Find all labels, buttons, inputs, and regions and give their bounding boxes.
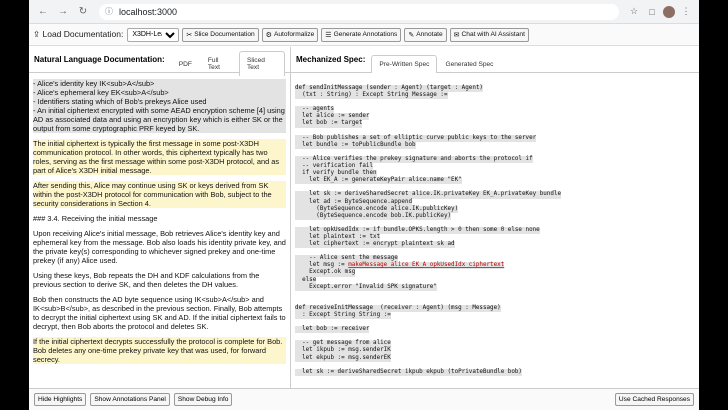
code-error-span: makeMessage alice EK_A opkUsedIdx ciphertext — [348, 262, 505, 269]
tab-full-text[interactable]: Full Text — [207, 57, 220, 71]
generate-annotations-button[interactable]: ☰ Generate Annotations — [321, 28, 401, 42]
code-text: let bob := target — [295, 120, 363, 127]
footer-bar — [29, 388, 699, 410]
code-text: let plaintext := txt — [295, 233, 381, 240]
tab-generated-spec[interactable]: Generated Spec — [445, 60, 494, 68]
code-line — [295, 135, 695, 142]
code-line — [295, 199, 695, 206]
code-line — [295, 85, 695, 92]
code-text: let msg := — [295, 262, 349, 269]
code-line — [295, 113, 695, 120]
code-text: Except.ok msg — [295, 269, 356, 276]
code-line — [295, 177, 695, 184]
code-line — [295, 362, 695, 369]
code-text: let alice := sender — [295, 113, 370, 120]
code-text: let sk := deriveSharedSecret alice.IK.privateKey EK_A.privateKey bundle — [295, 191, 561, 198]
code-text: let bundle := toPublicBundle bob — [295, 141, 416, 148]
code-text: : Except String String := — [295, 312, 391, 318]
site-info-icon[interactable]: ⓘ — [105, 7, 113, 16]
doc-paragraph: Bob then constructs the AD byte sequence using IK<sub>A</sub> and IK<sub>B</sub>, as described in the previous section. Finally, Bob attempts to decrypt the initial ciphertext using SK and AD. If the initial ciphertext fails to decrypt, then Bob aborts the protocol and deletes SK. — [33, 295, 286, 331]
code-line — [295, 120, 695, 127]
code-text: let bob := receiver — [295, 326, 370, 333]
nl-doc-header — [29, 47, 290, 73]
address-bar[interactable] — [99, 4, 619, 20]
show-debug-button[interactable]: Show Debug Info — [174, 393, 233, 406]
code-text: let ekpub := msg.senderEK — [295, 354, 391, 361]
code-line — [295, 347, 695, 354]
spec-pane — [291, 47, 699, 388]
code-line — [295, 269, 695, 276]
code-line — [295, 149, 695, 156]
code-text: let ad := ByteSequence.append — [295, 198, 413, 205]
code-line — [295, 92, 695, 99]
code-text: let ciphertext := encrypt plaintext sk ad — [295, 241, 455, 248]
doc-paragraph: The initial ciphertext is typically the first message in some post-X3DH communication protocol. In other words, this ciphertext typically has two roles, serving as the first message within some post-X3DH protocol, and as part of Alice's X3DH initial message. — [33, 139, 286, 175]
code-text: -- Bob publishes a set of elliptic curve public keys to the server — [295, 134, 537, 141]
code-line — [295, 312, 695, 319]
code-text: if verify bundle then — [295, 170, 377, 177]
scissors-icon: ✂ — [186, 31, 193, 39]
tab-pdf[interactable]: PDF — [178, 60, 192, 68]
code-line — [295, 305, 695, 312]
back-icon[interactable]: ← — [38, 6, 48, 17]
code-text: (ByteSequence.encode bob.IK.publicKey) — [295, 212, 452, 219]
code-line — [295, 355, 695, 362]
spec-header — [291, 47, 699, 73]
code-line — [295, 340, 695, 347]
doc-paragraph: - An initial ciphertext encrypted with some AEAD encryption scheme [4] using AD as associated data and using an encryption key which is either SK or the output from some cryptographic PRF keyed by SK. — [33, 106, 285, 133]
code-line — [295, 255, 695, 262]
code-line — [295, 128, 695, 135]
code-line — [295, 142, 695, 149]
upload-icon: ⇪ — [33, 29, 41, 39]
code-line — [295, 319, 695, 326]
code-text: let opkUsedIdx := if bundle.OPKS.length > 0 then some 0 else none — [295, 226, 540, 233]
code-text: -- Alice verifies the prekey signature and aborts the protocol if — [295, 155, 533, 162]
autoformalize-button[interactable]: ⚙ Autoformalize — [262, 28, 319, 42]
code-line — [295, 213, 695, 220]
tab-sliced-text[interactable]: Sliced Text — [239, 51, 285, 76]
list-icon: ☰ — [325, 31, 332, 39]
code-line — [295, 99, 695, 106]
slice-doc-button[interactable]: ✂ Slice Documentation — [182, 28, 258, 42]
app-window — [29, 0, 699, 410]
code-text: let EK_A := generateKeyPair alice.name "EK" — [295, 177, 462, 184]
spec-title: Mechanized Spec: — [296, 55, 366, 64]
spec-code[interactable] — [291, 73, 699, 388]
load-doc-label: ⇪ Load Documentation: — [33, 29, 124, 39]
profile-avatar[interactable] — [663, 6, 675, 18]
code-line — [295, 227, 695, 234]
code-line — [295, 298, 695, 305]
code-line — [295, 206, 695, 213]
code-text: let ikpub := msg.senderIK — [295, 347, 391, 354]
code-line — [295, 248, 695, 255]
forward-icon[interactable]: → — [58, 6, 68, 17]
code-line — [295, 333, 695, 340]
code-line — [295, 170, 695, 177]
reload-icon[interactable]: ↻ — [78, 6, 88, 17]
doc-paragraph: Using these keys, Bob repeats the DH and KDF calculations from the previous section to derive SK, and then deletes the DH values. — [33, 271, 260, 289]
code-line — [295, 184, 695, 191]
code-line — [295, 234, 695, 241]
doc-paragraph: ### 3.4. Receiving the initial message — [33, 214, 158, 223]
extensions-icon[interactable]: □ — [649, 6, 655, 17]
url-text: localhost:3000 — [119, 6, 178, 17]
bookmark-icon[interactable]: ☆ — [629, 6, 639, 16]
nl-doc-title: Natural Language Documentation: — [34, 55, 165, 64]
code-text: Except.error "Invalid SPK signature" — [295, 283, 437, 290]
code-text: def sendInitMessage (sender : Agent) (target : Agent) — [295, 85, 483, 91]
doc-paragraph: If the initial ciphertext decrypts successfully the protocol is complete for Bob. Bob deletes any one-time prekey private key that was used, for forward secrecy. — [33, 337, 286, 364]
code-text: -- verification fail — [295, 163, 374, 170]
hide-highlights-button[interactable]: Hide Highlights — [34, 393, 86, 406]
code-line — [295, 191, 695, 198]
code-line — [295, 106, 695, 113]
use-cached-button[interactable]: Use Cached Responses — [615, 393, 694, 406]
code-text: -- get message from alice — [295, 340, 391, 347]
doc-select[interactable] — [127, 28, 179, 42]
main-panes — [29, 47, 699, 388]
code-line — [295, 241, 695, 248]
tab-prewritten-spec[interactable]: Pre-Written Spec — [371, 55, 437, 73]
code-line — [295, 326, 695, 333]
code-line — [295, 220, 695, 227]
menu-icon[interactable]: ⋮ — [681, 6, 691, 16]
doc-paragraph: Upon receiving Alice's initial message, Bob retrieves Alice's identity key and ephemeral key from the message. Bob also loads his identity private key, and the private key(s) corresponding to whichever signed prekey and one-time prekey (if any) Alice used. — [33, 229, 286, 265]
code-text: -- Alice sent the message — [295, 255, 398, 262]
code-line — [295, 163, 695, 170]
browser-chrome — [29, 0, 699, 24]
app-toolbar — [29, 24, 699, 46]
doc-paragraph: After sending this, Alice may continue using SK or keys derived from SK within the post-X3DH protocol for communication with Bob, subject to the security considerations in Section 4. — [33, 181, 286, 208]
code-line — [295, 291, 695, 298]
code-text: def receiveInitMessage (receiver : Agent) (msg : Message) — [295, 304, 501, 311]
code-text: else — [295, 276, 317, 283]
code-text: let sk := deriveSharedSecret ikpub ekpub (toPrivateBundle bob) — [295, 368, 522, 375]
annotate-button[interactable]: ✎ Annotate — [404, 28, 446, 42]
code-text: (txt : String) : Except String Message := — [295, 92, 448, 99]
doc-paragraph: - Alice's ephemeral key EK<sub>A</sub> — [33, 88, 286, 97]
chat-icon: ✉ — [453, 31, 460, 39]
code-line — [295, 262, 695, 269]
code-line — [295, 277, 695, 284]
code-line — [295, 284, 695, 291]
code-line — [295, 156, 695, 163]
doc-paragraph: - Identifiers stating which of Bob's prekeys Alice used — [33, 97, 286, 106]
gear-icon: ⚙ — [265, 31, 272, 39]
nl-doc-pane — [29, 47, 291, 388]
code-text: (ByteSequence.encode alice.IK.publicKey) — [295, 205, 459, 212]
code-line — [295, 369, 695, 376]
nl-doc-content[interactable] — [29, 73, 290, 388]
show-annotations-button[interactable]: Show Annotations Panel — [90, 393, 170, 406]
chat-ai-button[interactable]: ✉ Chat with AI Assistant — [450, 28, 529, 42]
code-text: -- agents — [295, 106, 335, 113]
doc-paragraph: - Alice's identity key IK<sub>A</sub> — [33, 79, 286, 88]
pencil-icon: ✎ — [408, 31, 415, 39]
